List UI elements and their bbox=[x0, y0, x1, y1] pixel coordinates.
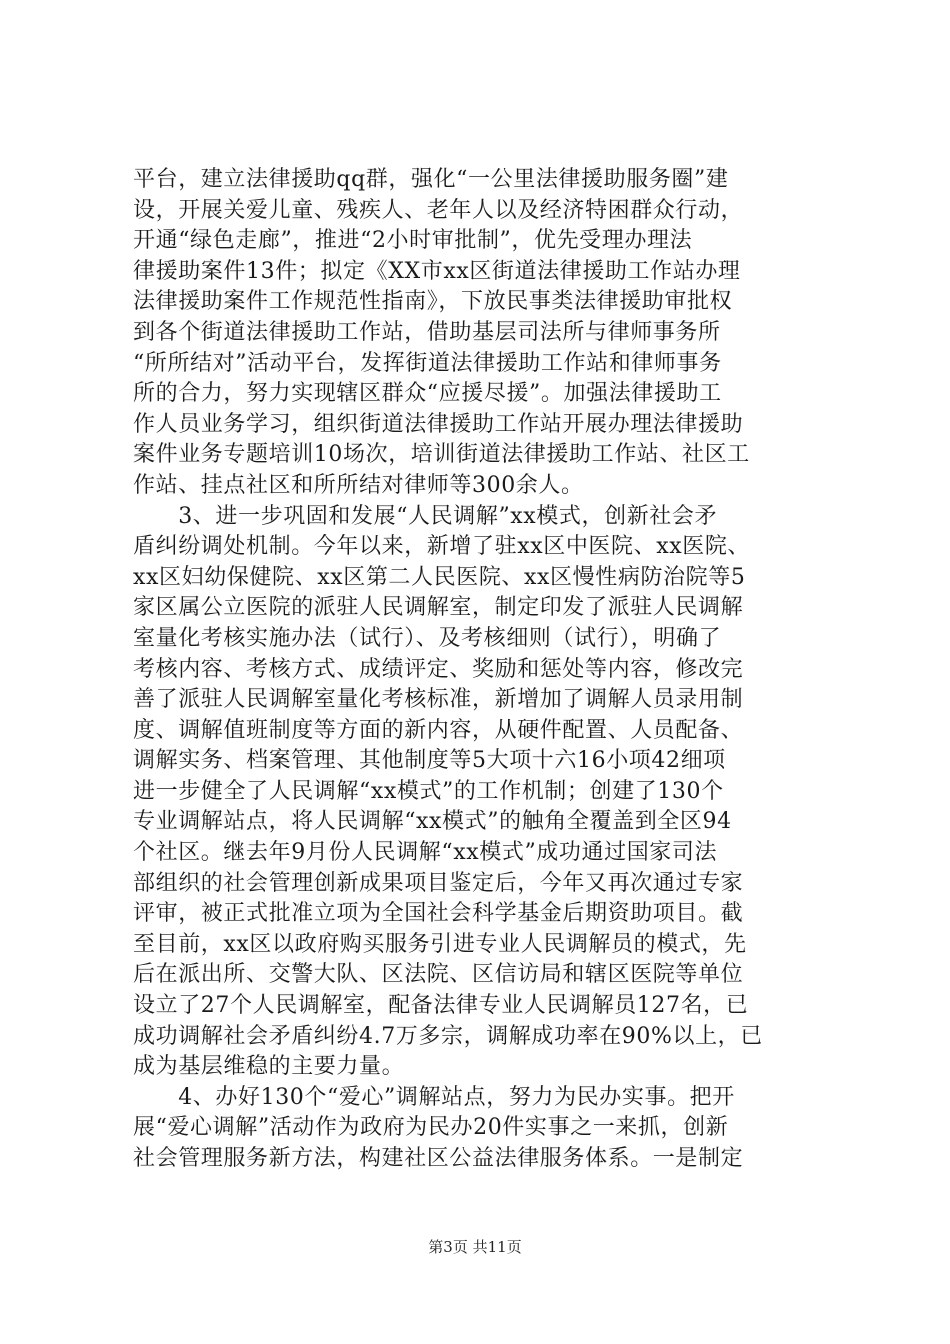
text-line: 法律援助案件工作规范性指南》，下放民事类法律援助审批权 bbox=[133, 289, 733, 315]
document-body bbox=[133, 165, 833, 1175]
text-line: 进一步健全了人民调解“xx模式”的工作机制；创建了130个 bbox=[133, 778, 724, 804]
text-line: 作站、挂点社区和所所结对律师等300余人。 bbox=[133, 472, 584, 498]
page-number-footer: 第3页 共11页 bbox=[428, 1238, 522, 1256]
text-line: 所的合力，努力实现辖区群众“应援尽援”。加强法律援助工 bbox=[133, 381, 722, 407]
text-line: 个社区。继去年9月份人民调解“xx模式”成功通过国家司法 bbox=[133, 840, 718, 866]
text-line: 善了派驻人民调解室量化考核标准，新增加了调解人员录用制 bbox=[133, 687, 744, 713]
text-line: 律援助案件13件；拟定《XX市xx区街道法律援助工作站办理 bbox=[133, 258, 741, 284]
text-line: 家区属公立医院的派驻人民调解室，制定印发了派驻人民调解 bbox=[133, 595, 744, 621]
text-line: “所所结对”活动平台，发挥街道法律援助工作站和律师事务 bbox=[133, 350, 722, 376]
text-line: 平台，建立法律援助qq群，强化“一公里法律援助服务圈”建 bbox=[133, 167, 729, 192]
text-line: 盾纠纷调处机制。今年以来，新增了驻xx区中医院、xx医院、 bbox=[133, 534, 751, 560]
text-line: 社会管理服务新方法，构建社区公益法律服务体系。一是制定 bbox=[133, 1146, 744, 1171]
text-line: 成为基层维稳的主要力量。 bbox=[133, 1054, 405, 1080]
text-line: 作人员业务学习，组织街道法律援助工作站开展办理法律援助 bbox=[133, 411, 744, 437]
text-line: 到各个街道法律援助工作站，借助基层司法所与律师事务所 bbox=[133, 319, 721, 345]
text-line: 部组织的社会管理创新成果项目鉴定后，今年又再次通过专家 bbox=[133, 870, 744, 896]
text-line: 案件业务专题培训10场次，培训街道法律援助工作站、社区工 bbox=[133, 442, 750, 468]
text-line: 4、办好130个“爱心”调解站点，努力为民办实事。把开 bbox=[133, 1084, 735, 1110]
text-line: 设立了27个人民调解室，配备法律专业人民调解员127名，已 bbox=[133, 993, 749, 1019]
text-line: 成功调解社会矛盾纠纷4.7万多宗，调解成功率在90%以上，已 bbox=[133, 1023, 763, 1049]
text-line: xx区妇幼保健院、xx区第二人民医院、xx区慢性病防治院等5 bbox=[133, 564, 746, 590]
text-line: 专业调解站点，将人民调解“xx模式”的触角全覆盖到全区94 bbox=[133, 809, 732, 835]
text-line: 展“爱心调解”活动作为政府为民办20件实事之一来抓，创新 bbox=[133, 1115, 729, 1141]
text-line: 度、调解值班制度等方面的新内容，从硬件配置、人员配备、 bbox=[133, 717, 744, 743]
text-line: 至目前，xx区以政府购买服务引进专业人民调解员的模式，先 bbox=[133, 931, 747, 957]
text-line: 3、进一步巩固和发展“人民调解”xx模式，创新社会矛 bbox=[133, 503, 718, 529]
text-line: 评审，被正式批准立项为全国社会科学基金后期资助项目。截 bbox=[133, 901, 744, 927]
text-line: 调解实务、档案管理、其他制度等5大项十六16小项42细项 bbox=[133, 748, 726, 774]
text-line: 考核内容、考核方式、成绩评定、奖励和惩处等内容，修改完 bbox=[133, 656, 744, 682]
text-line: 开通“绿色走廊”，推进“2小时审批制”，优先受理办理法 bbox=[133, 228, 693, 254]
text-line: 设，开展关爱儿童、残疾人、老年人以及经济特困群众行动， bbox=[133, 197, 744, 223]
text-line: 室量化考核实施办法（试行）、及考核细则（试行），明确了 bbox=[133, 625, 722, 651]
text-line: 后在派出所、交警大队、区法院、区信访局和辖区医院等单位 bbox=[133, 962, 744, 988]
